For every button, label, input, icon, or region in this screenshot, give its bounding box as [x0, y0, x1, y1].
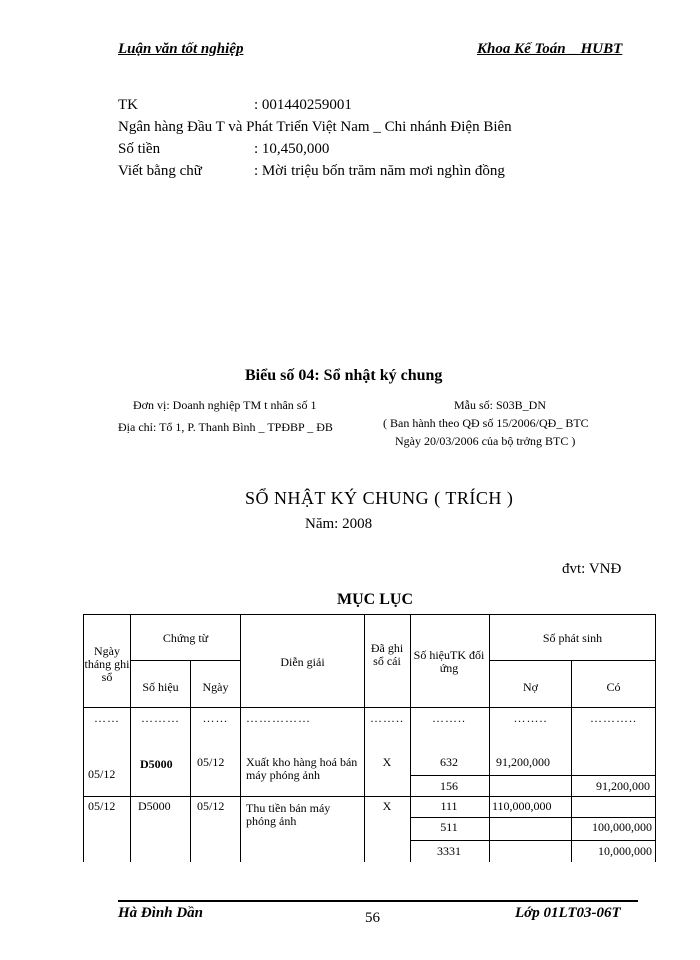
header-posted: Đã ghi sổ cái [370, 641, 404, 668]
header-voucher-date: Ngày [202, 680, 229, 694]
dots-voucher-no: ……… [141, 711, 180, 725]
entry2-voucher-date: 05/12 [197, 799, 225, 813]
header-voucher-no: Số hiệu [142, 680, 179, 694]
entry1-row1-account: 632 [440, 755, 458, 769]
amount-label: Số tiền [118, 141, 161, 157]
form-issued-1: ( Ban hành theo QĐ số 15/2006/QĐ_ BTC [383, 416, 589, 430]
entry2-row2-credit: 100,000,000 [592, 820, 652, 834]
form-unit: Đơn vị: Doanh nghiệp TM t nhân số 1 [133, 398, 317, 412]
dots-voucher-date: …… [202, 711, 229, 725]
currency-unit: đvt: VNĐ [562, 561, 622, 577]
entry2-row2-account: 511 [440, 820, 458, 834]
entry1-row2-account: 156 [440, 779, 458, 793]
entry2-row1-account: 111 [440, 799, 458, 813]
section-title: MỤC LỤC [337, 591, 413, 608]
entry1-row2-credit: 91,200,000 [596, 779, 650, 793]
entry1-description: Xuất kho hàng hoá bán máy phóng ảnh [246, 755, 358, 782]
amount-value: : 10,450,000 [254, 141, 330, 157]
form-code: Mẫu số: S03B_DN [454, 398, 547, 412]
dots-debit: …….. [513, 711, 548, 725]
words-label: Viết bằng chữ [118, 163, 202, 179]
entry2-posted: X [382, 799, 392, 813]
form-address: Địa chỉ: Tổ 1, P. Thanh Bình _ TPĐBP _ ĐB [118, 420, 333, 434]
header-voucher: Chứng từ [162, 631, 209, 645]
entry2-description: Thu tiền bán máy phóng ảnh [246, 801, 331, 828]
header-left: Luận văn tốt nghiệp [118, 41, 244, 57]
footer-rule [118, 900, 638, 902]
header-credit: Có [606, 680, 621, 694]
journal-year: Năm: 2008 [305, 516, 373, 532]
entry1-date: 05/12 [88, 767, 116, 781]
entry2-row3-account: 3331 [437, 844, 461, 858]
footer-right: Lớp 01LT03-06T [515, 905, 621, 921]
form-issued-2: Ngày 20/03/2006 của bộ trởng BTC ) [395, 434, 576, 448]
entry1-posted: X [382, 755, 392, 769]
header-right: Khoa Kế Toán _ HUBT [477, 41, 623, 57]
dots-description: …………… [246, 711, 311, 725]
form-title: Biểu số 04: Sổ nhật ký chung [245, 367, 443, 384]
words-value: : Mời triệu bốn trăm năm mơi nghìn đồng [254, 163, 505, 179]
dots-posted: …….. [370, 711, 404, 725]
dots-account: …….. [432, 711, 466, 725]
header-date: Ngày tháng ghi sổ [84, 644, 130, 684]
entry1-voucher-date: 05/12 [197, 755, 225, 769]
footer-left: Hà Đình Dần [118, 905, 204, 921]
footer-page: 56 [365, 910, 380, 926]
entry1-voucher-no: D5000 [140, 757, 173, 771]
dots-date: …… [94, 711, 120, 725]
header-account: Số hiệuTK đối ứng [413, 648, 485, 675]
entry1-row1-debit: 91,200,000 [496, 755, 550, 769]
dots-credit: ……….. [590, 711, 637, 725]
account-value: : 001440259001 [254, 97, 352, 113]
header-debit: Nợ [522, 680, 538, 694]
entry2-date: 05/12 [88, 799, 116, 813]
account-label: TK [118, 97, 138, 113]
bank-line: Ngân hàng Đầu T và Phát Triển Việt Nam _ Chi nhánh Điện Biên [118, 119, 512, 135]
header-description: Diễn giải [280, 655, 325, 669]
entry2-row1-debit: 110,000,000 [492, 799, 552, 813]
entry2-row3-credit: 10,000,000 [598, 844, 652, 858]
journal-title: SỔ NHẬT KÝ CHUNG ( TRÍCH ) [245, 488, 514, 508]
header-amount: Số phát sinh [542, 631, 603, 645]
entry2-voucher-no: D5000 [138, 799, 171, 813]
